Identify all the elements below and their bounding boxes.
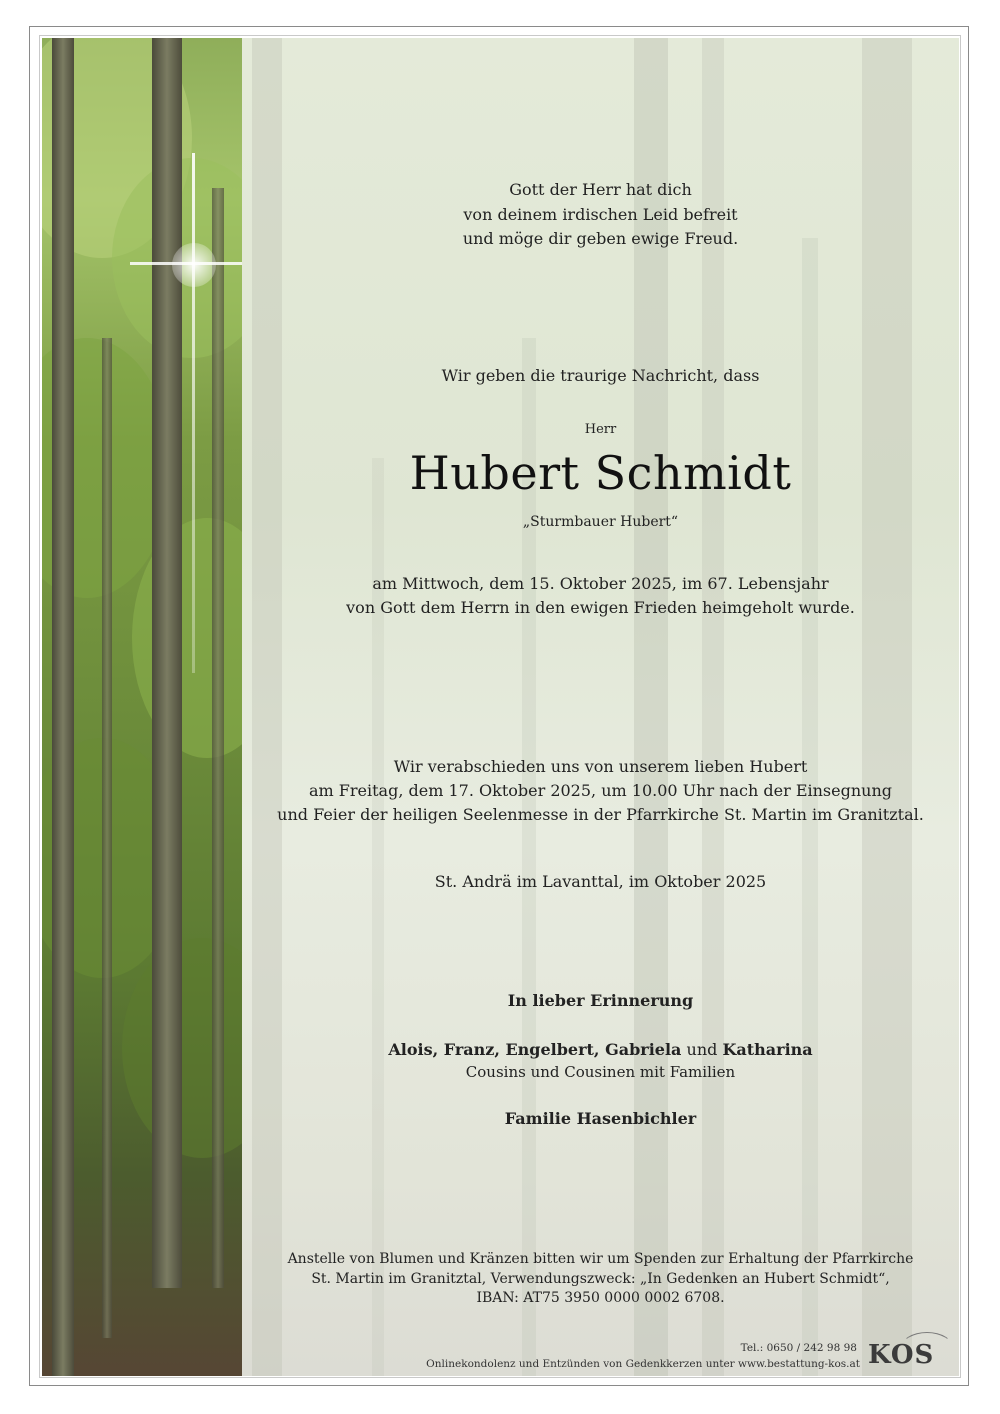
donation-request bbox=[242, 1250, 959, 1309]
donation-line: St. Martin im Granitztal, Verwendungszweck: „In Gedenken an Hubert Schmidt“, bbox=[311, 1270, 890, 1287]
cross-icon bbox=[192, 153, 195, 673]
verse-line: und möge dir geben ewige Freud. bbox=[462, 229, 739, 248]
forest-strip-image bbox=[42, 38, 242, 1376]
death-notice-line: von Gott dem Herrn in den ewigen Frieden heimgeholt wurde. bbox=[346, 598, 855, 617]
donation-line: Anstelle von Blumen und Kränzen bitten wir um Spenden zur Erhaltung der Pfarrkirche bbox=[287, 1251, 914, 1267]
verse bbox=[242, 178, 959, 252]
farewell-line: Wir verabschieden uns von unserem lieben Hubert bbox=[393, 757, 808, 776]
relatives-list: Alois, Franz, Engelbert, Gabriela bbox=[388, 1040, 682, 1059]
farewell-line: und Feier der heiligen Seelenmesse in der Pfarrkirche St. Martin im Granitztal. bbox=[277, 805, 924, 824]
announcement-intro: Wir geben die traurige Nachricht, dass bbox=[441, 366, 760, 385]
footer-online: Onlinekondolenz und Entzünden von Gedenkkerzen unter www.bestattung-kos.at bbox=[426, 1358, 860, 1370]
death-notice-line: am Mittwoch, dem 15. Oktober 2025, im 67. Lebensjahr bbox=[372, 574, 829, 593]
verse-line: von deinem irdischen Leid befreit bbox=[463, 204, 738, 224]
cross-glow bbox=[172, 243, 216, 287]
farewell-line: am Freitag, dem 17. Oktober 2025, um 10.00 Uhr nach der Einsegnung bbox=[308, 781, 893, 800]
relatives-connector: und bbox=[686, 1040, 718, 1059]
kos-logo: KOS bbox=[868, 1340, 935, 1370]
footer-tel: Tel.: 0650 / 242 98 98 bbox=[740, 1342, 857, 1354]
family-name: Familie Hasenbichler bbox=[504, 1109, 697, 1128]
relatives-last: Katharina bbox=[722, 1040, 813, 1059]
farewell-notice bbox=[242, 755, 959, 827]
deceased-name: Hubert Schmidt bbox=[409, 446, 792, 500]
salutation: Herr bbox=[584, 422, 617, 437]
relatives-subtitle: Cousins und Cousinen mit Familien bbox=[465, 1063, 736, 1081]
memory-heading: In lieber Erinnerung bbox=[507, 991, 694, 1010]
donation-line: IBAN: AT75 3950 0000 0002 6708. bbox=[476, 1290, 725, 1306]
death-notice bbox=[242, 572, 959, 620]
verse-line: Gott der Herr hat dich bbox=[509, 180, 692, 199]
place-date: St. Andrä im Lavanttal, im Oktober 2025 bbox=[434, 872, 767, 891]
nickname: „Sturmbauer Hubert“ bbox=[522, 514, 679, 530]
relatives-names bbox=[242, 1040, 959, 1059]
